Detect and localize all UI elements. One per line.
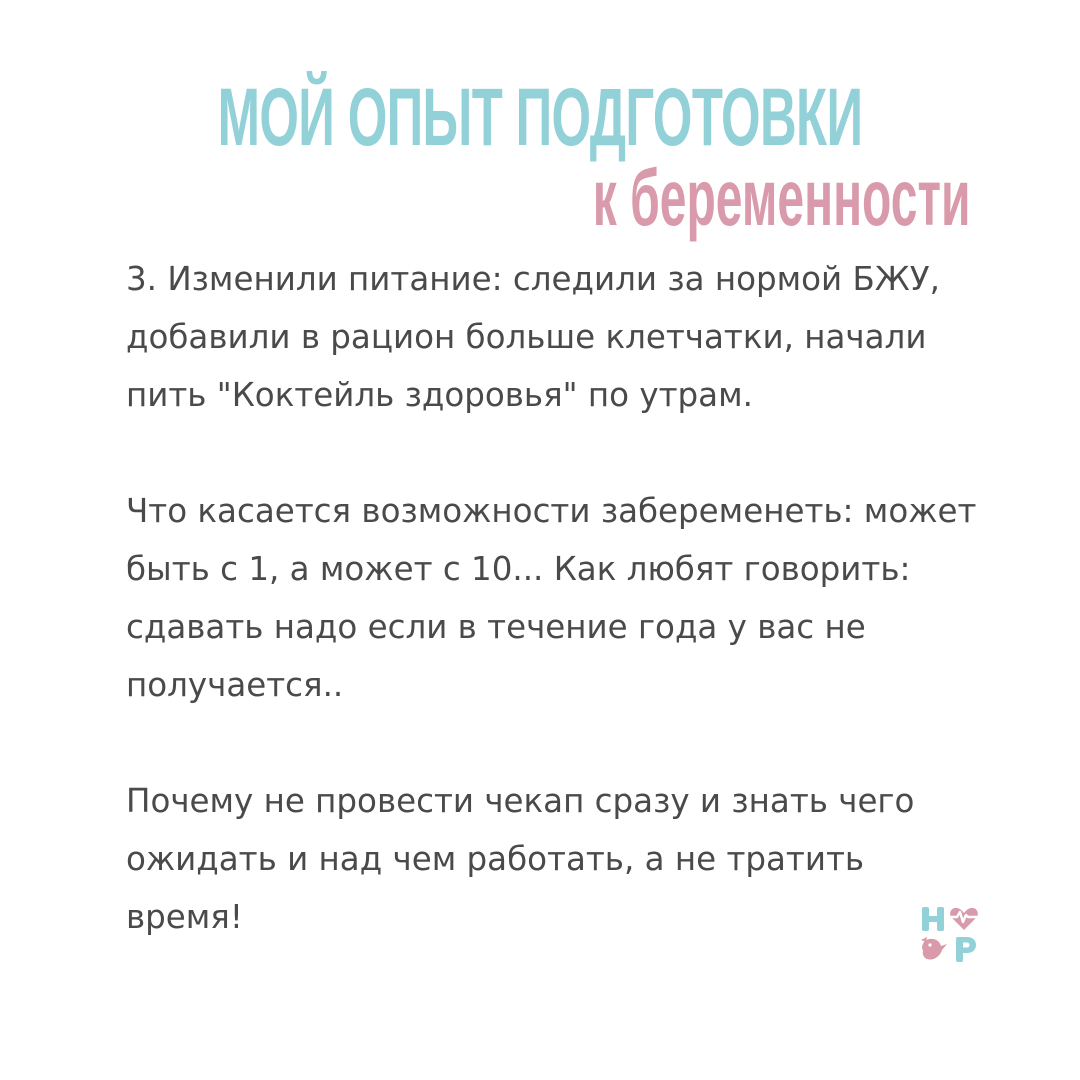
bird-icon (921, 937, 947, 960)
logo-letter-r (956, 937, 976, 962)
paragraph-conception: Что касается возможности забеременеть: может быть с 1, а может с 10... Как любят говорить: сдавать надо если в течение года у вас не получается.. (126, 492, 977, 704)
page-subtitle: к беременности (592, 153, 970, 242)
page-title: МОЙ ОПЫТ ПОДГОТОВКИ (217, 72, 863, 163)
article-body (126, 250, 986, 1004)
heart-pulse-icon (950, 908, 978, 930)
paragraph-checkup: Почему не провести чекап сразу и знать чего ожидать и над чем работать, а не тратить время! (126, 782, 915, 936)
logo-letter-n (922, 907, 944, 931)
paragraph-nutrition: 3. Изменили питание: следили за нормой БЖУ, добавили в рацион больше клетчатки, начали пить "Коктейль здоровья" по утрам. (126, 260, 940, 414)
brand-logo (918, 902, 982, 966)
